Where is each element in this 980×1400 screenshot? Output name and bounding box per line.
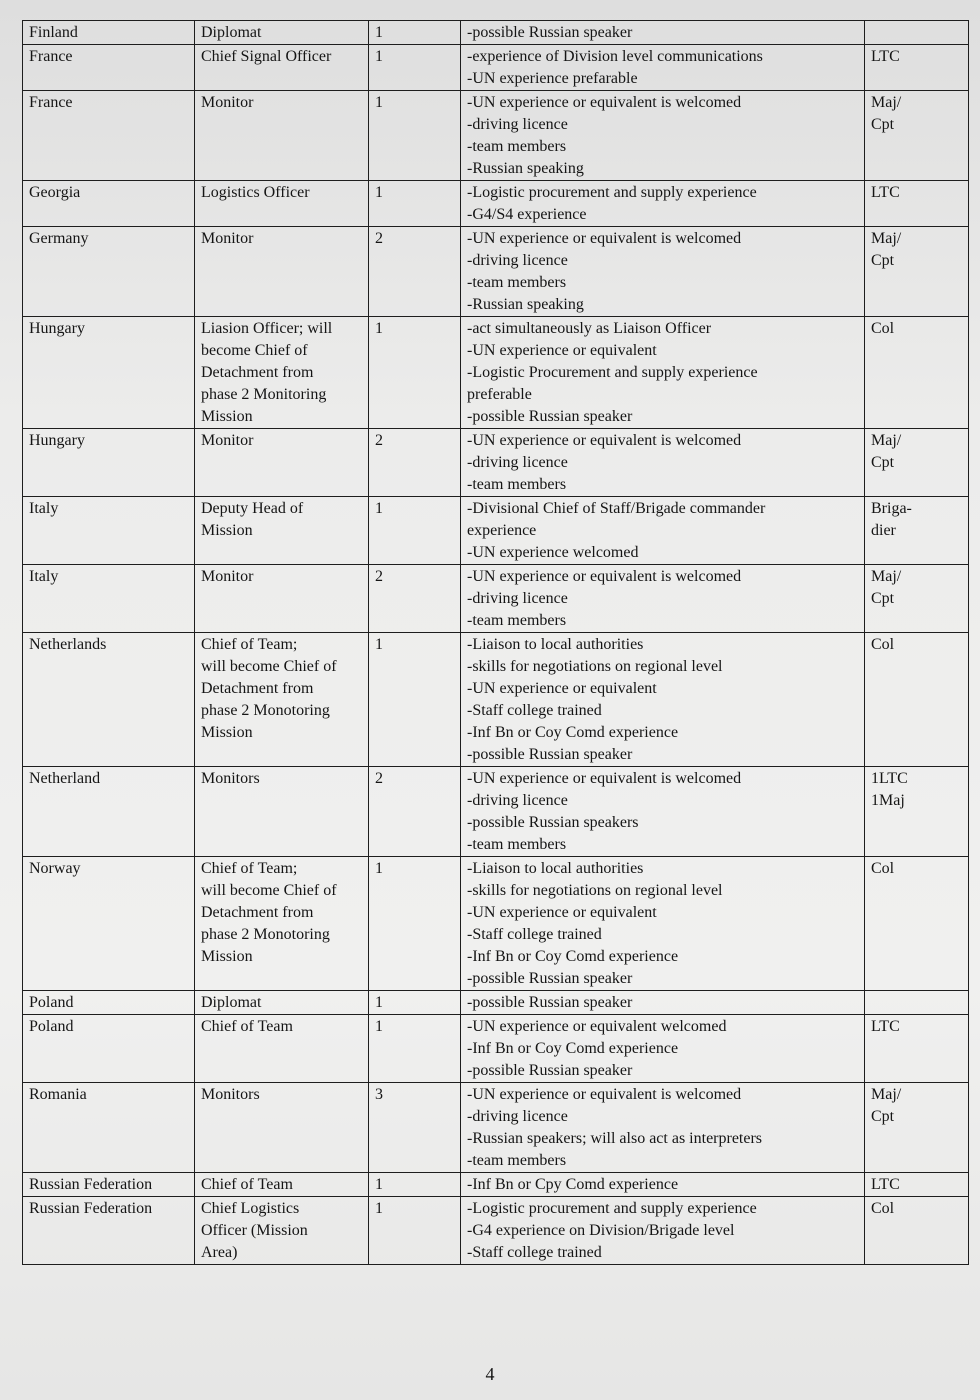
requirements-cell-line: -UN experience or equivalent is welcomed bbox=[467, 94, 742, 111]
requirements-cell-line: -UN experience or equivalent is welcomed bbox=[467, 1086, 742, 1103]
post-cell bbox=[195, 227, 369, 317]
rank-cell-line: dier bbox=[871, 522, 896, 539]
requirements-cell-line: -skills for negotiations on regional level bbox=[467, 658, 723, 675]
rank-cell-line: Cpt bbox=[871, 454, 895, 471]
post-cell-line: Monitor bbox=[201, 94, 254, 111]
rank-cell-line: LTC bbox=[871, 1018, 900, 1035]
number-cell: 2 bbox=[369, 767, 461, 857]
post-cell-line: will become Chief of bbox=[201, 882, 337, 899]
post-cell-line: Monitor bbox=[201, 230, 254, 247]
requirements-cell-line: -UN experience or equivalent bbox=[467, 904, 657, 921]
post-cell bbox=[195, 1173, 369, 1197]
rank-cell-line: LTC bbox=[871, 1176, 900, 1193]
number-cell: 1 bbox=[369, 1197, 461, 1265]
country-cell: Finland bbox=[23, 21, 195, 45]
requirements-cell-line: -experience of Division level communications bbox=[467, 48, 763, 65]
post-cell-line: Monitor bbox=[201, 432, 254, 449]
requirements-cell bbox=[461, 857, 865, 991]
rank-cell-line: Col bbox=[871, 860, 895, 877]
number-cell: 1 bbox=[369, 317, 461, 429]
requirements-cell-line: -UN experience or equivalent bbox=[467, 342, 657, 359]
rank-cell-line: Cpt bbox=[871, 252, 895, 269]
post-cell-line: Chief of Team; bbox=[201, 636, 298, 653]
rank-cell-line: Maj/ bbox=[871, 568, 902, 585]
requirements-cell bbox=[461, 1197, 865, 1265]
post-cell-line: Detachment from bbox=[201, 904, 314, 921]
requirements-cell-line: -team members bbox=[467, 836, 567, 853]
post-cell-line: Mission bbox=[201, 522, 253, 539]
requirements-cell bbox=[461, 767, 865, 857]
number-cell: 1 bbox=[369, 857, 461, 991]
post-cell bbox=[195, 857, 369, 991]
rank-cell bbox=[865, 991, 969, 1015]
country-cell: Norway bbox=[23, 857, 195, 991]
requirements-cell-line: -act simultaneously as Liaison Officer bbox=[467, 320, 712, 337]
post-cell-line: Detachment from bbox=[201, 364, 314, 381]
requirements-cell-line: -UN experience or equivalent is welcomed bbox=[467, 770, 742, 787]
country-cell: Netherland bbox=[23, 767, 195, 857]
rank-cell-line: Maj/ bbox=[871, 94, 902, 111]
post-cell-line: Officer (Mission bbox=[201, 1222, 308, 1239]
post-cell bbox=[195, 45, 369, 91]
post-cell-line: phase 2 Monotoring bbox=[201, 926, 330, 943]
requirements-cell-line: -G4 experience on Division/Brigade level bbox=[467, 1222, 735, 1239]
post-cell bbox=[195, 565, 369, 633]
page-number: 4 bbox=[485, 1364, 495, 1384]
country-cell: Poland bbox=[23, 991, 195, 1015]
requirements-cell-line: experience bbox=[467, 522, 537, 539]
post-cell-line: will become Chief of bbox=[201, 658, 337, 675]
number-cell: 1 bbox=[369, 181, 461, 227]
rank-cell bbox=[865, 1015, 969, 1083]
personnel-table-body bbox=[23, 21, 969, 1265]
requirements-cell-line: -Russian speakers; will also act as interpreters bbox=[467, 1130, 763, 1147]
requirements-cell-line: preferable bbox=[467, 386, 532, 403]
requirements-cell-line: -UN experience or equivalent welcomed bbox=[467, 1018, 727, 1035]
requirements-cell bbox=[461, 1083, 865, 1173]
rank-cell bbox=[865, 91, 969, 181]
rank-cell-line: 1Maj bbox=[871, 792, 905, 809]
requirements-cell-line: -Staff college trained bbox=[467, 926, 602, 943]
requirements-cell-line: -Inf Bn or Cpy Comd experience bbox=[467, 1176, 679, 1193]
number-cell: 2 bbox=[369, 565, 461, 633]
number-cell: 2 bbox=[369, 227, 461, 317]
rank-cell bbox=[865, 497, 969, 565]
rank-cell bbox=[865, 1173, 969, 1197]
table-row bbox=[23, 21, 969, 45]
requirements-cell-line: -possible Russian speaker bbox=[467, 994, 633, 1011]
number-cell: 3 bbox=[369, 1083, 461, 1173]
country-cell: Georgia bbox=[23, 181, 195, 227]
requirements-cell bbox=[461, 181, 865, 227]
table-row bbox=[23, 45, 969, 91]
table-row bbox=[23, 1173, 969, 1197]
requirements-cell bbox=[461, 633, 865, 767]
post-cell-line: Chief of Team bbox=[201, 1018, 293, 1035]
post-cell bbox=[195, 429, 369, 497]
requirements-cell-line: -Logistic procurement and supply experience bbox=[467, 1200, 757, 1217]
requirements-cell-line: -possible Russian speaker bbox=[467, 970, 633, 987]
rank-cell-line: 1LTC bbox=[871, 770, 908, 787]
post-cell bbox=[195, 317, 369, 429]
post-cell-line: Chief of Team; bbox=[201, 860, 298, 877]
requirements-cell-line: -driving licence bbox=[467, 590, 568, 607]
requirements-cell-line: -Russian speaking bbox=[467, 296, 584, 313]
country-cell: Italy bbox=[23, 497, 195, 565]
requirements-cell-line: -team members bbox=[467, 612, 567, 629]
requirements-cell bbox=[461, 991, 865, 1015]
rank-cell-line: Maj/ bbox=[871, 230, 902, 247]
post-cell-line: Chief Signal Officer bbox=[201, 48, 332, 65]
requirements-cell-line: -team members bbox=[467, 274, 567, 291]
rank-cell bbox=[865, 317, 969, 429]
requirements-cell bbox=[461, 91, 865, 181]
number-cell: 1 bbox=[369, 497, 461, 565]
rank-cell bbox=[865, 633, 969, 767]
personnel-table bbox=[22, 20, 969, 1265]
requirements-cell-line: -driving licence bbox=[467, 116, 568, 133]
post-cell-line: Liasion Officer; will bbox=[201, 320, 333, 337]
post-cell-line: Deputy Head of bbox=[201, 500, 304, 517]
country-cell: Germany bbox=[23, 227, 195, 317]
rank-cell-line: Cpt bbox=[871, 1108, 895, 1125]
number-cell: 1 bbox=[369, 21, 461, 45]
country-cell: Russian Federation bbox=[23, 1197, 195, 1265]
table-row bbox=[23, 227, 969, 317]
requirements-cell-line: -possible Russian speaker bbox=[467, 746, 633, 763]
table-row bbox=[23, 497, 969, 565]
post-cell bbox=[195, 497, 369, 565]
requirements-cell bbox=[461, 317, 865, 429]
rank-cell-line: LTC bbox=[871, 184, 900, 201]
requirements-cell-line: -UN experience or equivalent bbox=[467, 680, 657, 697]
requirements-cell-line: -G4/S4 experience bbox=[467, 206, 587, 223]
post-cell-line: Mission bbox=[201, 408, 253, 425]
post-cell-line: Detachment from bbox=[201, 680, 314, 697]
post-cell bbox=[195, 1015, 369, 1083]
rank-cell bbox=[865, 45, 969, 91]
requirements-cell-line: -possible Russian speaker bbox=[467, 24, 633, 41]
requirements-cell-line: -UN experience or equivalent is welcomed bbox=[467, 568, 742, 585]
post-cell-line: Chief Logistics bbox=[201, 1200, 300, 1217]
post-cell-line: Mission bbox=[201, 948, 253, 965]
number-cell: 2 bbox=[369, 429, 461, 497]
table-row bbox=[23, 91, 969, 181]
country-cell: Netherlands bbox=[23, 633, 195, 767]
post-cell bbox=[195, 1083, 369, 1173]
country-cell: Italy bbox=[23, 565, 195, 633]
requirements-cell bbox=[461, 497, 865, 565]
requirements-cell-line: -Inf Bn or Coy Comd experience bbox=[467, 1040, 679, 1057]
post-cell-line: Mission bbox=[201, 724, 253, 741]
country-cell: France bbox=[23, 91, 195, 181]
requirements-cell-line: -UN experience welcomed bbox=[467, 544, 639, 561]
post-cell-line: Chief of Team bbox=[201, 1176, 293, 1193]
table-row bbox=[23, 633, 969, 767]
requirements-cell-line: -Staff college trained bbox=[467, 702, 602, 719]
rank-cell bbox=[865, 1083, 969, 1173]
country-cell: Poland bbox=[23, 1015, 195, 1083]
rank-cell bbox=[865, 227, 969, 317]
requirements-cell-line: -driving licence bbox=[467, 1108, 568, 1125]
table-row bbox=[23, 1015, 969, 1083]
requirements-cell-line: -driving licence bbox=[467, 252, 568, 269]
rank-cell bbox=[865, 857, 969, 991]
post-cell-line: Diplomat bbox=[201, 24, 262, 41]
requirements-cell-line: -UN experience prefarable bbox=[467, 70, 638, 87]
requirements-cell-line: -possible Russian speaker bbox=[467, 1062, 633, 1079]
rank-cell-line: Col bbox=[871, 1200, 895, 1217]
post-cell-line: phase 2 Monitoring bbox=[201, 386, 327, 403]
post-cell bbox=[195, 991, 369, 1015]
post-cell bbox=[195, 633, 369, 767]
requirements-cell-line: -Inf Bn or Coy Comd experience bbox=[467, 948, 679, 965]
requirements-cell-line: -Logistic procurement and supply experience bbox=[467, 184, 757, 201]
post-cell bbox=[195, 21, 369, 45]
rank-cell-line: Maj/ bbox=[871, 1086, 902, 1103]
post-cell bbox=[195, 91, 369, 181]
rank-cell bbox=[865, 767, 969, 857]
country-cell: Hungary bbox=[23, 317, 195, 429]
requirements-cell bbox=[461, 429, 865, 497]
rank-cell bbox=[865, 429, 969, 497]
country-cell: Russian Federation bbox=[23, 1173, 195, 1197]
post-cell-line: Monitors bbox=[201, 770, 260, 787]
requirements-cell-line: -driving licence bbox=[467, 454, 568, 471]
rank-cell-line: Briga- bbox=[871, 500, 912, 517]
table-row bbox=[23, 317, 969, 429]
requirements-cell bbox=[461, 1015, 865, 1083]
rank-cell bbox=[865, 565, 969, 633]
post-cell bbox=[195, 767, 369, 857]
requirements-cell-line: -skills for negotiations on regional level bbox=[467, 882, 723, 899]
requirements-cell-line: -Inf Bn or Coy Comd experience bbox=[467, 724, 679, 741]
number-cell: 1 bbox=[369, 991, 461, 1015]
number-cell: 1 bbox=[369, 1173, 461, 1197]
requirements-cell-line: -Liaison to local authorities bbox=[467, 860, 644, 877]
post-cell-line: become Chief of bbox=[201, 342, 308, 359]
number-cell: 1 bbox=[369, 45, 461, 91]
rank-cell bbox=[865, 21, 969, 45]
post-cell-line: Area) bbox=[201, 1244, 238, 1261]
table-row bbox=[23, 565, 969, 633]
post-cell-line: phase 2 Monotoring bbox=[201, 702, 330, 719]
rank-cell bbox=[865, 181, 969, 227]
number-cell: 1 bbox=[369, 91, 461, 181]
table-row bbox=[23, 1083, 969, 1173]
table-row bbox=[23, 767, 969, 857]
rank-cell-line: Col bbox=[871, 636, 895, 653]
requirements-cell-line: -team members bbox=[467, 138, 567, 155]
number-cell: 1 bbox=[369, 633, 461, 767]
post-cell-line: Monitor bbox=[201, 568, 254, 585]
requirements-cell-line: -Liaison to local authorities bbox=[467, 636, 644, 653]
post-cell-line: Logistics Officer bbox=[201, 184, 310, 201]
requirements-cell-line: -Divisional Chief of Staff/Brigade commander bbox=[467, 500, 766, 517]
country-cell: France bbox=[23, 45, 195, 91]
requirements-cell-line: -team members bbox=[467, 1152, 567, 1169]
country-cell: Hungary bbox=[23, 429, 195, 497]
requirements-cell-line: -possible Russian speaker bbox=[467, 408, 633, 425]
post-cell-line: Monitors bbox=[201, 1086, 260, 1103]
table-row bbox=[23, 181, 969, 227]
requirements-cell-line: -driving licence bbox=[467, 792, 568, 809]
post-cell-line: Diplomat bbox=[201, 994, 262, 1011]
rank-cell-line: Maj/ bbox=[871, 432, 902, 449]
post-cell bbox=[195, 1197, 369, 1265]
requirements-cell-line: -UN experience or equivalent is welcomed bbox=[467, 432, 742, 449]
requirements-cell-line: -possible Russian speakers bbox=[467, 814, 639, 831]
table-row bbox=[23, 429, 969, 497]
post-cell bbox=[195, 181, 369, 227]
country-cell: Romania bbox=[23, 1083, 195, 1173]
rank-cell-line: LTC bbox=[871, 48, 900, 65]
table-row bbox=[23, 1197, 969, 1265]
requirements-cell-line: -Staff college trained bbox=[467, 1244, 602, 1261]
rank-cell-line: Col bbox=[871, 320, 895, 337]
requirements-cell bbox=[461, 45, 865, 91]
rank-cell-line: Cpt bbox=[871, 116, 895, 133]
requirements-cell-line: -Logistic Procurement and supply experience bbox=[467, 364, 758, 381]
requirements-cell bbox=[461, 227, 865, 317]
table-row bbox=[23, 991, 969, 1015]
requirements-cell-line: -UN experience or equivalent is welcomed bbox=[467, 230, 742, 247]
rank-cell bbox=[865, 1197, 969, 1265]
requirements-cell-line: -team members bbox=[467, 476, 567, 493]
rank-cell-line: Cpt bbox=[871, 590, 895, 607]
requirements-cell bbox=[461, 21, 865, 45]
requirements-cell bbox=[461, 1173, 865, 1197]
table-row bbox=[23, 857, 969, 991]
requirements-cell bbox=[461, 565, 865, 633]
number-cell: 1 bbox=[369, 1015, 461, 1083]
requirements-cell-line: -Russian speaking bbox=[467, 160, 584, 177]
